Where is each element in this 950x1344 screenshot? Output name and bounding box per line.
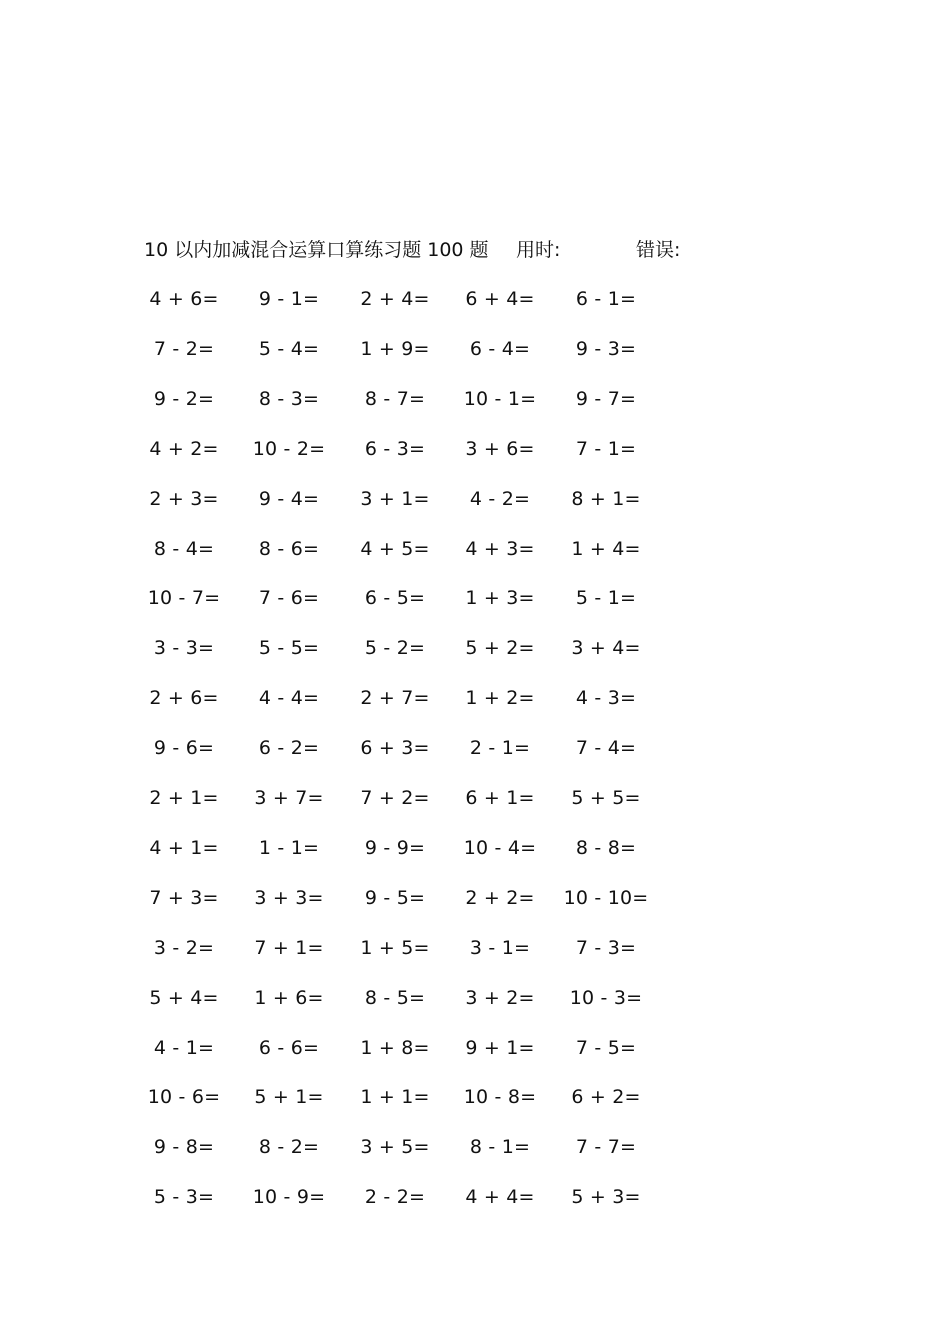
- problem-item: 6 - 3=: [364, 437, 426, 460]
- problem-item: 4 + 2=: [149, 437, 219, 460]
- problem-item: 1 + 3=: [465, 587, 535, 610]
- error-count-label: 错误:: [636, 239, 681, 261]
- problem-item: 3 + 4=: [571, 637, 641, 660]
- problem-item: 3 + 5=: [360, 1136, 430, 1159]
- problem-item: 3 + 2=: [465, 986, 535, 1009]
- problem-item: 9 - 1=: [258, 288, 320, 310]
- problem-row: [0, 933, 950, 963]
- problem-item: 8 - 3=: [258, 387, 320, 410]
- problem-item: 7 + 1=: [254, 936, 324, 959]
- problem-item: 2 + 3=: [149, 487, 219, 510]
- problem-item: 6 - 2=: [258, 737, 320, 760]
- problem-item: 1 - 1=: [258, 836, 320, 859]
- problem-row: [0, 633, 950, 663]
- problem-item: 7 - 6=: [258, 587, 320, 610]
- problem-item: 10 - 8=: [463, 1086, 537, 1109]
- problem-item: 2 + 6=: [149, 687, 219, 710]
- problem-item: 5 - 1=: [575, 587, 637, 610]
- problem-item: 6 - 1=: [575, 288, 637, 310]
- problem-item: 7 + 3=: [149, 886, 219, 909]
- problem-item: 1 + 5=: [360, 936, 430, 959]
- problem-row: [0, 434, 950, 464]
- problem-item: 4 - 4=: [258, 687, 320, 710]
- problem-row: [0, 534, 950, 564]
- problem-item: 6 + 4=: [465, 288, 535, 310]
- problem-item: 8 - 8=: [575, 836, 637, 859]
- worksheet-title: 10 以内加减混合运算口算练习题 100 题: [144, 239, 489, 261]
- problem-item: 5 - 5=: [258, 637, 320, 660]
- problem-row: [0, 883, 950, 913]
- problem-row: [0, 733, 950, 763]
- problem-item: 4 - 1=: [153, 1036, 215, 1059]
- problem-item: 7 - 4=: [575, 737, 637, 760]
- problem-item: 9 + 1=: [465, 1036, 535, 1059]
- problem-item: 3 - 1=: [469, 936, 531, 959]
- problem-item: 7 - 7=: [575, 1136, 637, 1159]
- problem-item: 7 - 2=: [153, 337, 215, 360]
- problem-item: 6 + 3=: [360, 737, 430, 760]
- problem-item: 3 + 6=: [465, 437, 535, 460]
- problem-row: [0, 334, 950, 364]
- problem-item: 3 + 1=: [360, 487, 430, 510]
- problem-item: 9 - 6=: [153, 737, 215, 760]
- problem-item: 6 - 6=: [258, 1036, 320, 1059]
- problem-item: 8 - 2=: [258, 1136, 320, 1159]
- problem-item: 4 - 2=: [469, 487, 531, 510]
- problem-item: 1 + 1=: [360, 1086, 430, 1109]
- problem-item: 1 + 4=: [571, 537, 641, 560]
- problem-item: 6 - 5=: [364, 587, 426, 610]
- problem-item: 9 - 9=: [364, 836, 426, 859]
- problem-item: 4 + 5=: [360, 537, 430, 560]
- problem-item: 10 - 3=: [569, 986, 643, 1009]
- problem-row: [0, 384, 950, 414]
- problem-item: 10 - 6=: [147, 1086, 221, 1109]
- problem-item: 10 - 2=: [252, 437, 326, 460]
- problem-item: 6 + 1=: [465, 787, 535, 809]
- problem-item: 10 - 9=: [252, 1186, 326, 1209]
- problem-row: [0, 1182, 950, 1212]
- problem-item: 4 + 4=: [465, 1186, 535, 1209]
- problem-item: 10 - 10=: [563, 886, 649, 909]
- problem-row: [0, 683, 950, 713]
- problem-row: [0, 484, 950, 514]
- problem-row: [0, 1082, 950, 1112]
- problem-item: 8 - 7=: [364, 387, 426, 410]
- time-used-label: 用时:: [516, 239, 561, 261]
- problem-item: 1 + 9=: [360, 337, 430, 360]
- problem-item: 2 + 2=: [465, 886, 535, 909]
- problem-item: 8 - 1=: [469, 1136, 531, 1159]
- problem-item: 2 + 7=: [360, 687, 430, 710]
- problem-item: 5 + 1=: [254, 1086, 324, 1109]
- problem-item: 7 - 5=: [575, 1036, 637, 1059]
- problem-item: 5 - 4=: [258, 337, 320, 360]
- problem-item: 4 - 3=: [575, 687, 637, 710]
- problem-item: 7 - 3=: [575, 936, 637, 959]
- problem-row: [0, 583, 950, 613]
- problem-item: 3 + 3=: [254, 886, 324, 909]
- problem-item: 9 - 8=: [153, 1136, 215, 1159]
- problem-row: [0, 983, 950, 1013]
- problem-item: 10 - 4=: [463, 836, 537, 859]
- problem-row: [0, 1132, 950, 1162]
- problem-item: 5 + 2=: [465, 637, 535, 660]
- problem-item: 1 + 6=: [254, 986, 324, 1009]
- problem-row: [0, 833, 950, 863]
- problem-item: 8 + 1=: [571, 487, 641, 510]
- problem-item: 8 - 5=: [364, 986, 426, 1009]
- problem-item: 10 - 7=: [147, 587, 221, 610]
- problem-item: 7 - 1=: [575, 437, 637, 460]
- problem-item: 9 - 5=: [364, 886, 426, 909]
- problem-item: 2 + 4=: [360, 288, 430, 310]
- problem-item: 10 - 1=: [463, 387, 537, 410]
- problem-item: 7 + 2=: [360, 787, 430, 809]
- problem-item: 4 + 3=: [465, 537, 535, 560]
- problem-item: 2 - 2=: [364, 1186, 426, 1209]
- problem-item: 5 + 3=: [571, 1186, 641, 1209]
- problem-item: 9 - 4=: [258, 487, 320, 510]
- problem-item: 8 - 6=: [258, 537, 320, 560]
- problem-item: 4 + 6=: [149, 288, 219, 310]
- problem-row: [0, 783, 950, 813]
- problem-item: 5 + 4=: [149, 986, 219, 1009]
- problem-item: 9 - 7=: [575, 387, 637, 410]
- problem-item: 5 - 3=: [153, 1186, 215, 1209]
- problem-item: 5 - 2=: [364, 637, 426, 660]
- problem-item: 1 + 8=: [360, 1036, 430, 1059]
- problem-item: 2 - 1=: [469, 737, 531, 760]
- problem-item: 9 - 3=: [575, 337, 637, 360]
- problem-row: [0, 1033, 950, 1063]
- problem-row: [0, 284, 950, 314]
- problem-item: 4 + 1=: [149, 836, 219, 859]
- problem-item: 8 - 4=: [153, 537, 215, 560]
- problem-item: 1 + 2=: [465, 687, 535, 710]
- problem-item: 6 - 4=: [469, 337, 531, 360]
- problem-item: 2 + 1=: [149, 787, 219, 809]
- problem-item: 3 - 2=: [153, 936, 215, 959]
- problem-item: 9 - 2=: [153, 387, 215, 410]
- problem-item: 5 + 5=: [571, 787, 641, 809]
- problem-item: 3 - 3=: [153, 637, 215, 660]
- problem-item: 6 + 2=: [571, 1086, 641, 1109]
- problem-item: 3 + 7=: [254, 787, 324, 809]
